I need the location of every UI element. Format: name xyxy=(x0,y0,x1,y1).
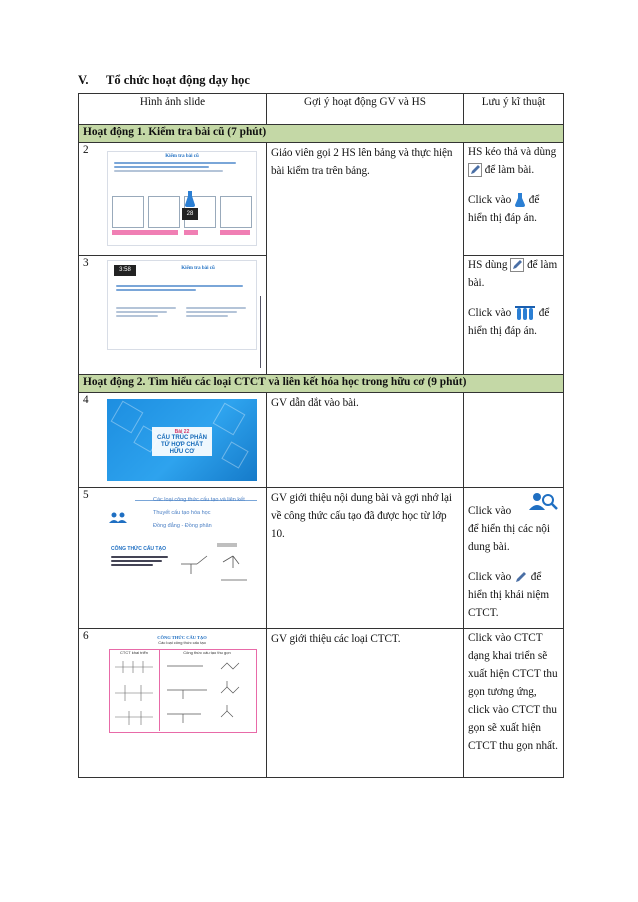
tip-text: Click vào xyxy=(468,193,512,206)
flask-icon xyxy=(514,192,526,208)
slide-title: Kiểm tra bài cũ xyxy=(181,266,215,271)
activity-table xyxy=(78,93,564,778)
tip-text: HS kéo thả và dùng xyxy=(468,146,557,158)
slide-subheading: CÔNG THỨC CẤU TẠO xyxy=(111,546,166,552)
people-icon xyxy=(109,512,127,524)
tip-text: để hiển thị khái niệm CTCT. xyxy=(468,570,550,619)
timer-badge: 28 xyxy=(182,208,198,220)
tip-cell-3 xyxy=(464,256,564,375)
activity-cell-5 xyxy=(267,488,464,629)
activity-2-title: Hoạt động 2. Tìm hiểu các loại CTCT và liên kết hóa học trong hữu cơ (9 phút) xyxy=(79,375,564,393)
table-col-header: Công thức cấu tạo thu gọn xyxy=(183,650,231,655)
condensed-formula-icon xyxy=(163,657,253,729)
tip-cell-5 xyxy=(464,488,564,629)
slide-cell-2 xyxy=(79,143,267,256)
activity-text: GV giới thiệu các loại CTCT. xyxy=(271,633,401,645)
activity-cell-4 xyxy=(267,393,464,488)
slide-thumbnail-3[interactable] xyxy=(107,260,257,350)
row-number: 4 xyxy=(83,394,89,406)
outline-item: Đồng đẳng - Đồng phân xyxy=(153,523,212,529)
table-row xyxy=(79,488,564,629)
table-row xyxy=(79,393,564,488)
table-col-header: CTCT khai triển xyxy=(120,650,148,655)
tip-text: để làm bài. xyxy=(468,259,558,289)
outline-item: Các loại công thức cấu tạo và liên kết xyxy=(153,497,245,503)
slide-subtitle: Các loại công thức cấu tạo xyxy=(158,640,206,645)
structure-formula-icon xyxy=(177,538,253,584)
activity-2-row xyxy=(79,375,564,393)
flask-icon[interactable] xyxy=(184,190,196,208)
header-row xyxy=(79,94,564,125)
activity-cell-2-3 xyxy=(267,143,464,375)
tip-text: HS dùng xyxy=(468,259,508,271)
pen-icon xyxy=(514,570,528,584)
section-number: V. xyxy=(78,73,89,87)
slide-title: Kiểm tra bài cũ xyxy=(165,154,199,159)
expanded-formula-icon xyxy=(111,657,157,729)
tip-text: để hiển thị đáp án. xyxy=(468,306,550,337)
slide-thumbnail-4[interactable] xyxy=(107,399,257,481)
tip-text: để hiển thị đáp án. xyxy=(468,193,540,224)
activity-1-row xyxy=(79,125,564,143)
outline-item: Thuyết cấu tạo hóa học xyxy=(153,510,211,516)
tip-text: Click vào xyxy=(468,306,512,319)
tip-text: để hiển thị các nội dung bài. xyxy=(468,522,551,553)
slide-cell-5 xyxy=(79,488,267,629)
header-activity-hint: Gợi ý hoạt động GV và HS xyxy=(267,94,464,125)
tip-cell-2 xyxy=(464,143,564,256)
header-slide-image: Hình ảnh slide xyxy=(79,94,267,125)
table-row xyxy=(79,143,564,256)
lesson-title: CẤU TRÚC PHÂN TỬ HỢP CHẤT HỮU CƠ xyxy=(157,434,207,456)
row-number: 6 xyxy=(83,630,89,642)
activity-text: Giáo viên gọi 2 HS lên bảng và thực hiện bài kiểm tra trên bảng. xyxy=(271,147,453,178)
tip-cell-4 xyxy=(464,393,564,488)
slide-cell-3 xyxy=(79,256,267,375)
section-title: Tổ chức hoạt động dạy học xyxy=(106,73,250,87)
tip-text: Click vào xyxy=(468,570,512,583)
slide-thumbnail-5[interactable] xyxy=(107,494,257,618)
row-number: 2 xyxy=(83,144,89,156)
row-number: 3 xyxy=(83,257,89,269)
header-technical-note: Lưu ý kĩ thuật xyxy=(464,94,564,125)
activity-1-title: Hoạt động 1. Kiểm tra bài cũ (7 phút) xyxy=(79,125,564,143)
slide-thumbnail-2[interactable] xyxy=(107,151,257,246)
table-row xyxy=(79,629,564,778)
test-tubes-icon xyxy=(514,305,536,321)
people-search-icon xyxy=(529,492,559,512)
slide-title: CÔNG THỨC CẤU TẠO xyxy=(157,635,207,640)
slide-cell-6 xyxy=(79,629,267,778)
tip-cell-6 xyxy=(464,629,564,778)
slide-cell-4 xyxy=(79,393,267,488)
lesson-number: Bài 22 xyxy=(174,428,190,435)
activity-cell-6 xyxy=(267,629,464,778)
timer-badge: 3:58 xyxy=(114,265,136,276)
tip-text: để làm bài. xyxy=(484,163,535,176)
tip-text: Click vào xyxy=(468,505,512,517)
pen-icon xyxy=(510,258,524,272)
section-heading xyxy=(78,73,250,88)
row-number: 5 xyxy=(83,489,89,501)
activity-text: GV giới thiệu nội dung bài và gợi nhớ lại về công thức cấu tạo đã được học từ lớp 10. xyxy=(271,492,452,541)
tip-text: Click vào CTCT dạng khai triển sẽ xuất hiện CTCT thu gọn tương ứng, click vào CTCT thu gọn sẽ xuất hiện CTCT thu gọn nhất. xyxy=(468,632,558,752)
pen-icon xyxy=(468,163,482,177)
slide-thumbnail-6[interactable] xyxy=(107,633,257,733)
activity-text: GV dẫn dắt vào bài. xyxy=(271,397,359,409)
